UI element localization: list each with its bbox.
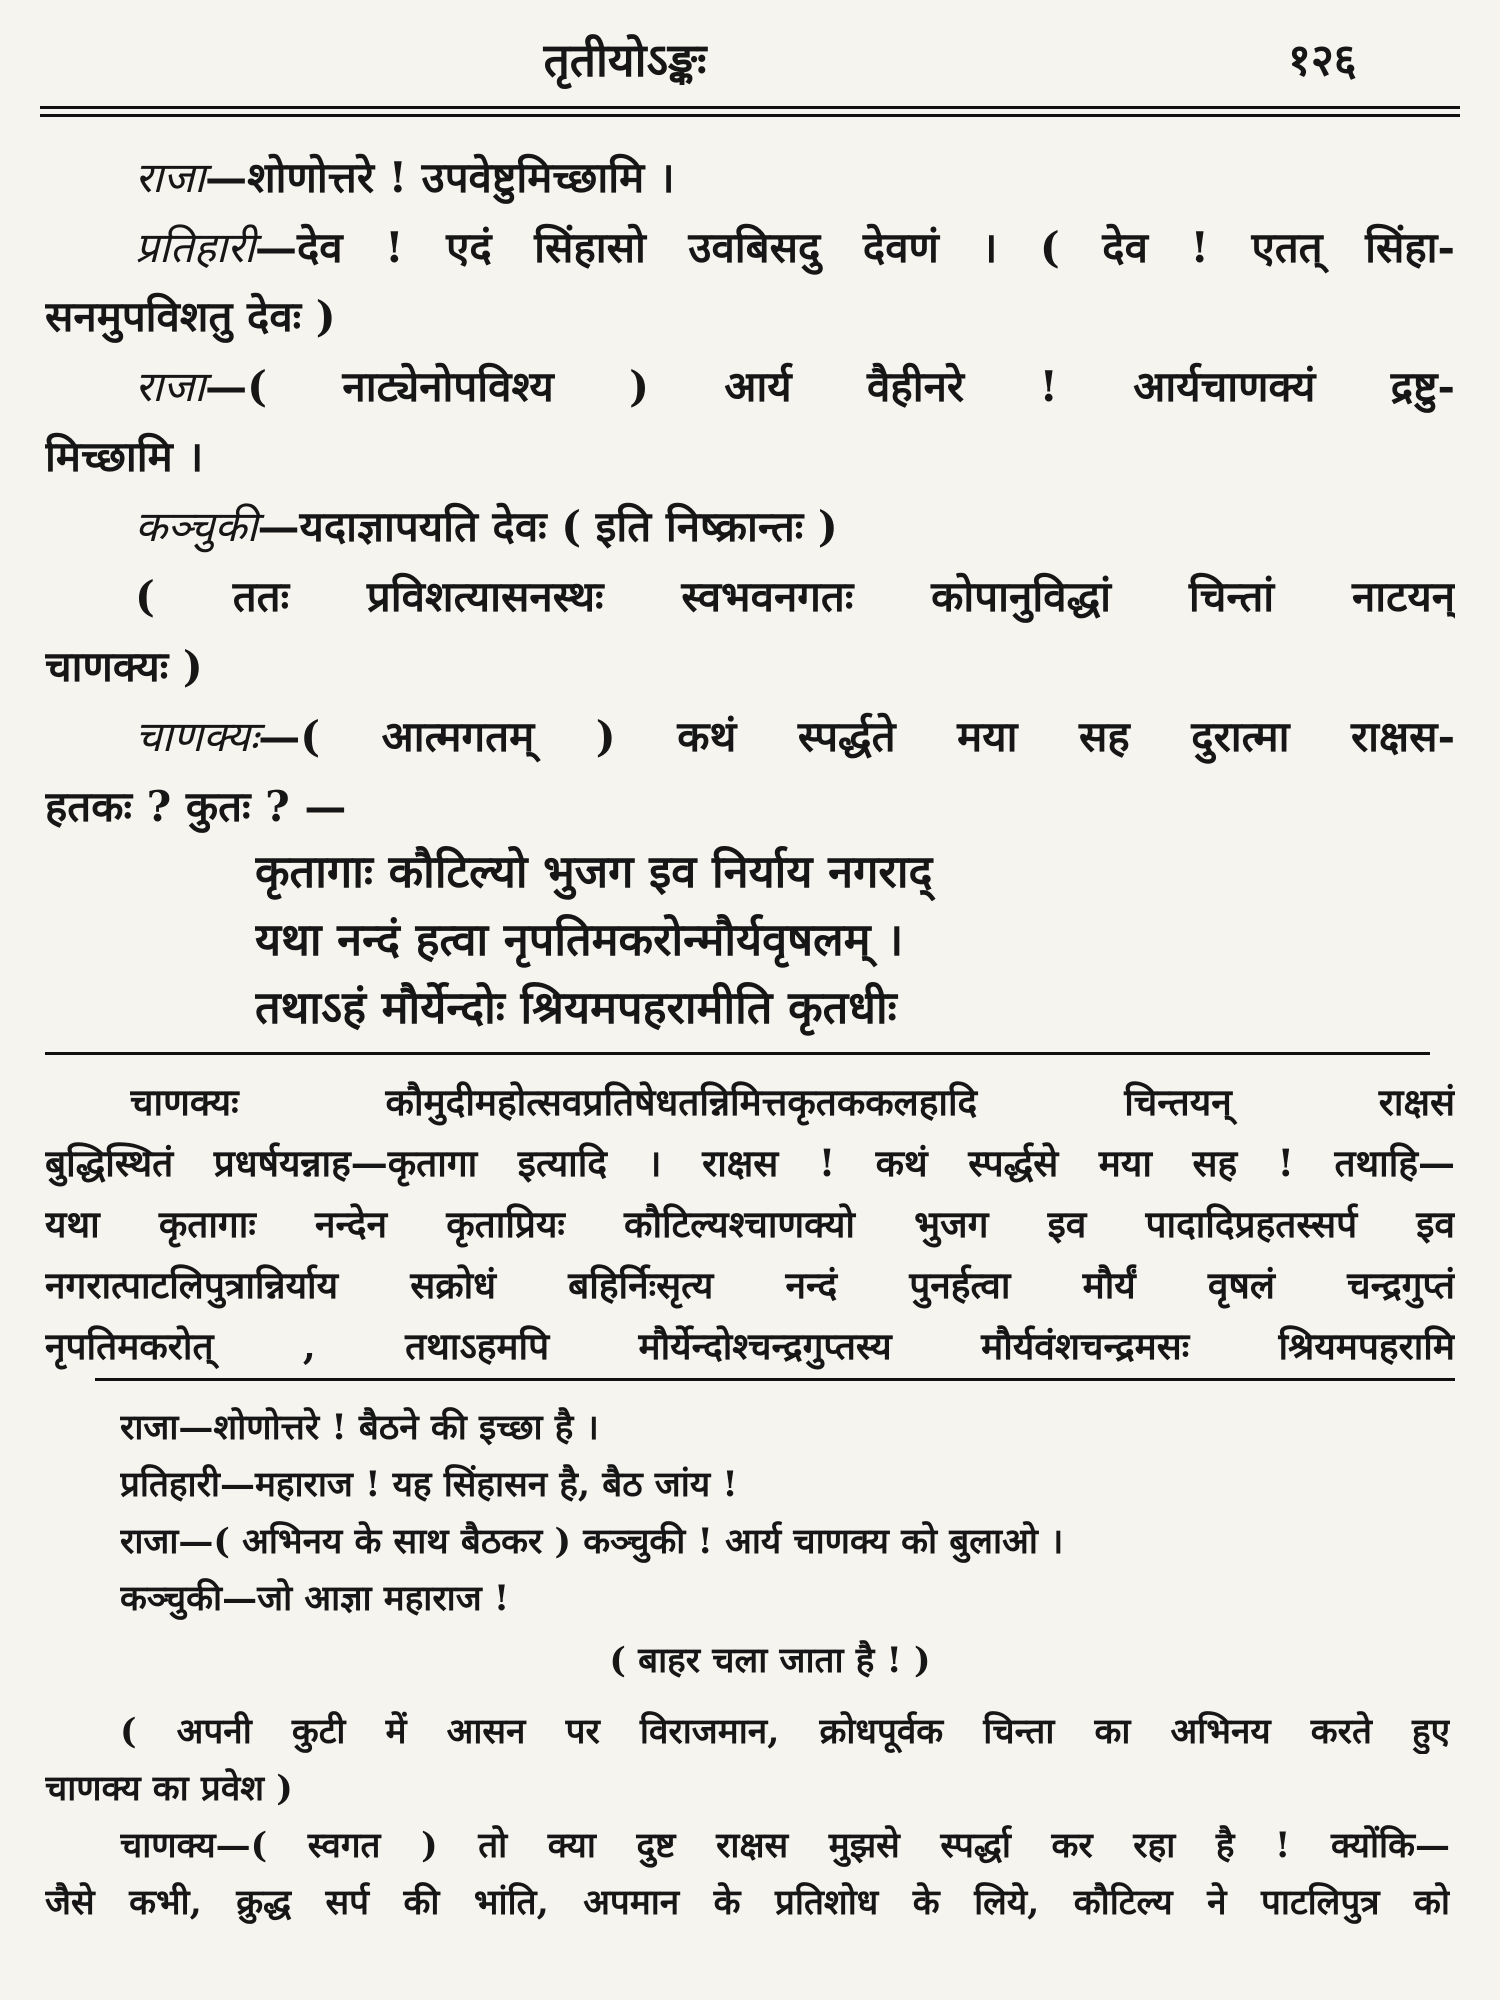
translation-line: राजा—( अभिनय के साथ बैठकर ) कञ्चुकी ! आर्य चाणक्य को बुलाओ । xyxy=(120,1521,1064,1562)
commentary-line: नगरात्पाटलिपुत्रान्निर्याय सक्रोधं बहिर्निःसृत्य नन्दं पुनर्हत्वा मौर्यं वृषलं चन्द्रगुप्तं xyxy=(45,1263,1455,1307)
translation-line: राजा—शोणोत्तरे ! बैठने की इच्छा है । xyxy=(120,1407,599,1448)
main-line: मिच्छामि । xyxy=(45,432,204,481)
running-header: तृतीयोऽङ्कः xyxy=(543,33,707,87)
translation-line: जैसे कभी, क्रुद्ध सर्प की भांति, अपमान के प्रतिशोध के लिये, कौटिल्य ने पाटलिपुत्र को xyxy=(45,1882,1450,1923)
translation-line: प्रतिहारी—महाराज ! यह सिंहासन है, बैठ जांय ! xyxy=(120,1464,738,1505)
commentary-rule xyxy=(45,1052,1430,1055)
page-number: १२६ xyxy=(1288,35,1357,86)
stage-direction: ( अपनी कुटी में आसन पर विराजमान, क्रोधपूर्वक चिन्ता का अभिनय करते हुए xyxy=(120,1711,1450,1752)
main-line: कञ्चुकी—यदाज्ञापयति देवः ( इति निष्क्रान्तः ) xyxy=(135,502,838,551)
main-line: चाणक्यः—( आत्मगतम् ) कथं स्पर्द्धते मया सह दुरात्मा राक्षस- xyxy=(135,712,1455,761)
main-line: राजा—शोणोत्तरे ! उपवेष्टुमिच्छामि । xyxy=(135,153,675,202)
translation-line: चाणक्य—( स्वगत ) तो क्या दुष्ट राक्षस मुझसे स्पर्द्धा कर रहा है ! क्योंकि— xyxy=(120,1825,1450,1866)
commentary-line: यथा कृतागाः नन्देन कृताप्रियः कौटिल्यश्चाणक्यो भुजग इव पादादिप्रहतस्सर्प इव xyxy=(45,1202,1455,1246)
translation-rule xyxy=(95,1378,1455,1381)
header-rule-top xyxy=(40,106,1460,109)
commentary-line: चाणक्यः कौमुदीमहोत्सवप्रतिषेधतन्निमित्तकृतककलहादि चिन्तयन् राक्षसं xyxy=(130,1080,1455,1124)
verse-line: यथा नन्दं हत्वा नृपतिमकरोन्मौर्यवृषलम् । xyxy=(255,913,904,966)
stage-direction: ( ततः प्रविशत्यासनस्थः स्वभवनगतः कोपानुविद्धां चिन्तां नाटयन् xyxy=(135,572,1455,621)
main-line: प्रतिहारी—देव ! एदं सिंहासो उवबिसदु देवणं । ( देव ! एतत् सिंहा- xyxy=(135,223,1455,272)
verse-line: तथाऽहं मौर्येन्दोः श्रियमपहरामीति कृतधीः xyxy=(255,981,897,1034)
main-line: राजा—( नाट्येनोपविश्य ) आर्य वैहीनरे ! आर्यचाणक्यं द्रष्टु- xyxy=(135,362,1455,411)
commentary-line: बुद्धिस्थितं प्रधर्षयन्नाह—कृतागा इत्यादि । राक्षस ! कथं स्पर्द्धसे मया सह ! तथाहि— xyxy=(45,1141,1455,1185)
stage-direction: चाणक्य का प्रवेश ) xyxy=(45,1768,293,1809)
verse-line: कृतागाः कौटिल्यो भुजग इव निर्याय नगराद् xyxy=(255,845,933,898)
main-line: सनमुपविशतु देवः ) xyxy=(45,292,336,341)
translation-line: कञ्चुकी—जो आज्ञा महाराज ! xyxy=(120,1578,510,1619)
commentary-line: नृपतिमकरोत् , तथाऽहमपि मौर्येन्दोश्चन्द्रगुप्तस्य मौर्यवंशचन्द्रमसः श्रियमपहरामि xyxy=(45,1324,1455,1368)
stage-direction: ( बाहर चला जाता है ! ) xyxy=(609,1640,931,1681)
main-line: हतकः ? कुतः ? — xyxy=(45,782,347,831)
stage-direction: चाणक्यः ) xyxy=(45,642,203,691)
header-rule-bottom xyxy=(40,114,1460,117)
